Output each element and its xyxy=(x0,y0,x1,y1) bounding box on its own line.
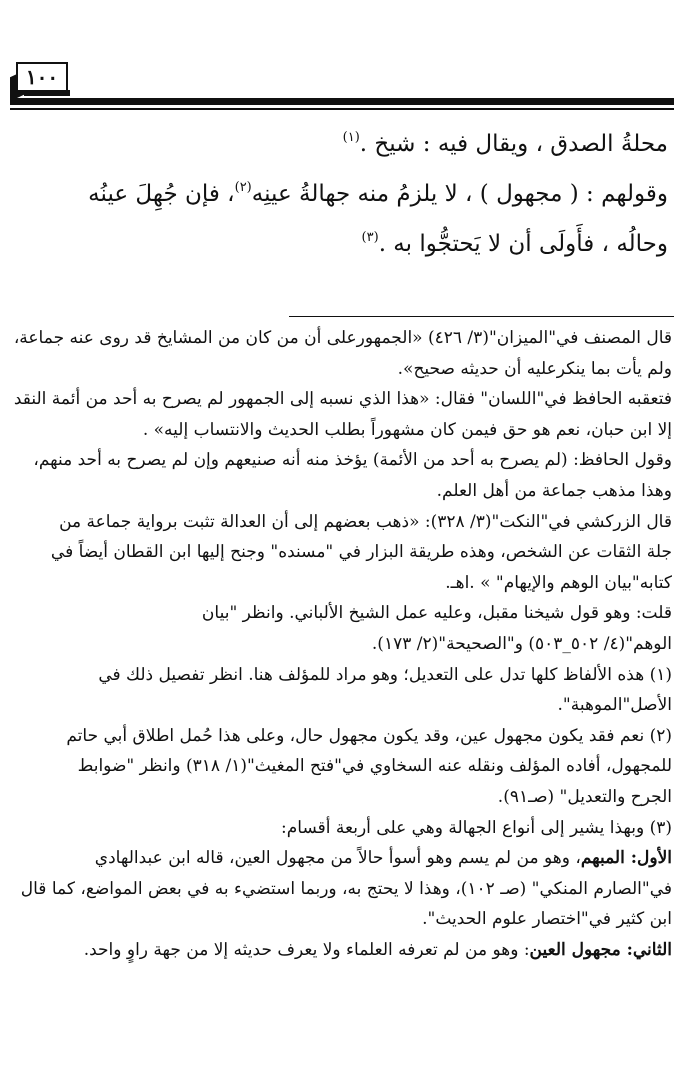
footnote-line: الأصل"الموهبة". xyxy=(557,695,672,716)
header-rule-thick xyxy=(10,98,674,105)
footnote-line: قال الزركشي في"النكت"(٣/ ٣٢٨): «ذهب بعضهم إلى أن العدالة تثبت برواية جماعة من xyxy=(59,511,672,532)
footnote-line: ابن كثير في"اختصار علوم الحديث". xyxy=(422,909,672,930)
footnote-ref: (٣) xyxy=(361,230,379,245)
main-line: وحالُه ، فأَولَى أن لا يَحتجُّوا به .$^{(٣)}$ xyxy=(361,230,668,257)
header-rule-thin xyxy=(10,108,674,110)
page-number: ١٠٠ xyxy=(16,62,68,92)
footnote-heading: الثاني: مجهول العين xyxy=(529,939,672,960)
footnote-line: الثاني: مجهول العين: وهو من لم تعرفه العلماء ولا يعرف حديثه إلا من جهة راوٍ واحد. xyxy=(83,939,672,960)
footnote-line: (١) هذه الألفاظ كلها تدل على التعديل؛ وهو مراد للمؤلف هنا. انظر تفصيل ذلك في xyxy=(98,664,672,685)
footnotes xyxy=(12,323,672,965)
footnote-line: الوهم"(٤/ ٥٠٢_٥٠٣) و"الصحيحة"(٢/ ١٧٣). xyxy=(371,633,672,654)
footnote-line: جلة الثقات عن الشخص، وهذه طريقة البزار في "مسنده" وجنح إليها ابن القطان أيضاً في xyxy=(50,542,672,563)
footnote-line: فتعقبه الحافظ في"اللسان" فقال: «هذا الذي نسبه إلى الجمهور لم يصرح به أحد من أئمة النقد xyxy=(13,389,672,410)
main-line: وقولهم : ( مجهول ) ، لا يلزمُ منه جهالةُ عينِه$^{(٢)}$، فإن جُهِلَ عينُه xyxy=(88,180,668,207)
footnote-line: (٢) نعم فقد يكون مجهول عين، وقد يكون مجهول حال، وعلى هذا حُمل اطلاق أبي حاتم xyxy=(66,725,672,746)
footnote-line: ولم يأت بما ينكرعليه أن حديثه صحيح». xyxy=(397,358,672,379)
footnote-heading: الأول: المبهم xyxy=(580,848,672,869)
footnote-line: الجرح والتعديل" (صـ٩١). xyxy=(497,786,672,807)
footnote-line: الأول: المبهم، وهو من لم يسم وهو أسوأ حالاً من مجهول العين، قاله ابن عبدالهادي xyxy=(94,848,672,869)
footnote-line: (٣) وبهذا يشير إلى أنواع الجهالة وهي على أربعة أقسام: xyxy=(281,817,672,838)
footnote-ref: (١) xyxy=(342,130,360,145)
page-number-badge xyxy=(6,60,74,100)
footnote-line: قال المصنف في"الميزان"(٣/ ٤٢٦) «الجمهورعلى أن من كان من المشايخ قد روى عنه جماعة، xyxy=(13,328,672,348)
footnote-line: وقول الحافظ: (لم يصرح به أحد من الأئمة) يؤخذ منه أنه صنيعهم وإن لم يصرح به أحد منهم، xyxy=(33,450,672,471)
footnote-separator xyxy=(289,316,674,317)
footnote-line: قلت: وهو قول شيخنا مقبل، وعليه عمل الشيخ الألباني. وانظر "بيان xyxy=(201,603,672,624)
footnote-ref: (٢) xyxy=(234,180,252,195)
main-text xyxy=(16,116,668,266)
footnote-line: وهذا مذهب جماعة من أهل العلم. xyxy=(436,480,672,501)
main-line: محلةُ الصدق ، ويقال فيه : شيخ .$^{(١)}$ xyxy=(342,130,668,157)
footnote-line: في"الصارم المنكي" (صـ ١٠٢)، وهذا لا يحتج به، وربما استضيء به في بعض المواضع، كما قال xyxy=(20,878,672,899)
footnote-line: للمجهول، أفاده المؤلف ونقله عنه السخاوي في"فتح المغيث"(١/ ٣١٨) وانظر "ضوابط xyxy=(77,756,672,777)
footnote-line: كتابه"بيان الوهم والإيهام" » .اهـ. xyxy=(445,572,672,593)
footnote-line: إلا ابن حبان، نعم هو حق فيمن كان مشهوراً بطلب الحديث والانتساب إليه» . xyxy=(142,419,672,440)
